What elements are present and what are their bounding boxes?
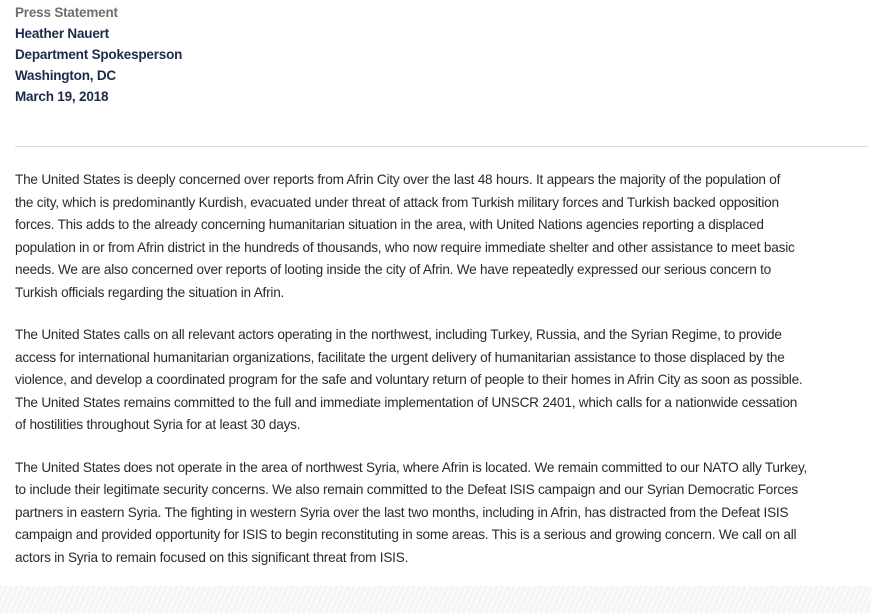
divider bbox=[15, 146, 868, 147]
paragraph-line: needs. We are also concerned over reports of looting inside the city of Afrin. We have repeatedly expressed our serious concern to bbox=[15, 262, 771, 277]
paragraph-line: of hostilities throughout Syria for at least 30 days. bbox=[15, 417, 301, 432]
paragraph-line: The United States does not operate in the area of northwest Syria, where Afrin is located. We remain committed to our NATO ally Turkey, bbox=[15, 459, 808, 475]
date: March 19, 2018 bbox=[15, 89, 109, 104]
paragraph bbox=[15, 457, 871, 570]
paragraph-line: population in or from Afrin district in the hundreds of thousands, who now require immediate shelter and other assistance to meet basic bbox=[15, 239, 795, 255]
paragraph-line: access for international humanitarian organizations, facilitate the urgent delivery of humanitarian assistance to those displaced by the bbox=[15, 349, 785, 365]
paragraph-line: violence, and develop a coordinated program for the safe and voluntary return of people to their homes in Afrin City as soon as possible. bbox=[15, 372, 803, 387]
statement-meta bbox=[15, 2, 182, 107]
author-name: Heather Nauert bbox=[15, 26, 109, 41]
paragraph-line: campaign and provided opportunity for ISIS to begin reconstituting in some areas. This is a serious and growing concern. We call on all bbox=[15, 527, 797, 542]
paragraph-line: forces. This adds to the already concerning humanitarian situation in the area, with United Nations agencies reporting a displaced bbox=[15, 217, 764, 232]
paragraph-line: Turkish officials regarding the situation in Afrin. bbox=[15, 284, 285, 300]
footer-pattern bbox=[0, 586, 871, 613]
location: Washington, DC bbox=[15, 68, 116, 83]
paragraph bbox=[15, 169, 871, 304]
paragraph bbox=[15, 324, 871, 437]
paragraph-line: to include their legitimate security concerns. We also remain committed to the Defeat ISIS campaign and our Syrian Democratic Forces bbox=[15, 482, 798, 497]
statement-type: Press Statement bbox=[15, 5, 118, 20]
paragraph-line: The United States is deeply concerned over reports from Afrin City over the last 48 hours. It appears the majority of the population of bbox=[15, 172, 781, 187]
paragraph-line: actors in Syria to remain focused on this significant threat from ISIS. bbox=[15, 549, 409, 565]
author-role: Department Spokesperson bbox=[15, 47, 183, 62]
paragraph-line: the city, which is predominantly Kurdish, evacuated under threat of attack from Turkish military forces and Turkish backed opposition bbox=[15, 194, 779, 210]
statement-body bbox=[15, 169, 871, 589]
paragraph-line: partners in eastern Syria. The fighting in western Syria over the last two months, including in Afrin, has distracted from the Defeat ISIS bbox=[15, 504, 789, 520]
paragraph-line: The United States remains committed to the full and immediate implementation of UNSCR 2401, which calls for a nationwide cessation bbox=[15, 394, 798, 410]
paragraph-line: The United States calls on all relevant actors operating in the northwest, including Turkey, Russia, and the Syrian Regime, to provide bbox=[15, 327, 782, 342]
